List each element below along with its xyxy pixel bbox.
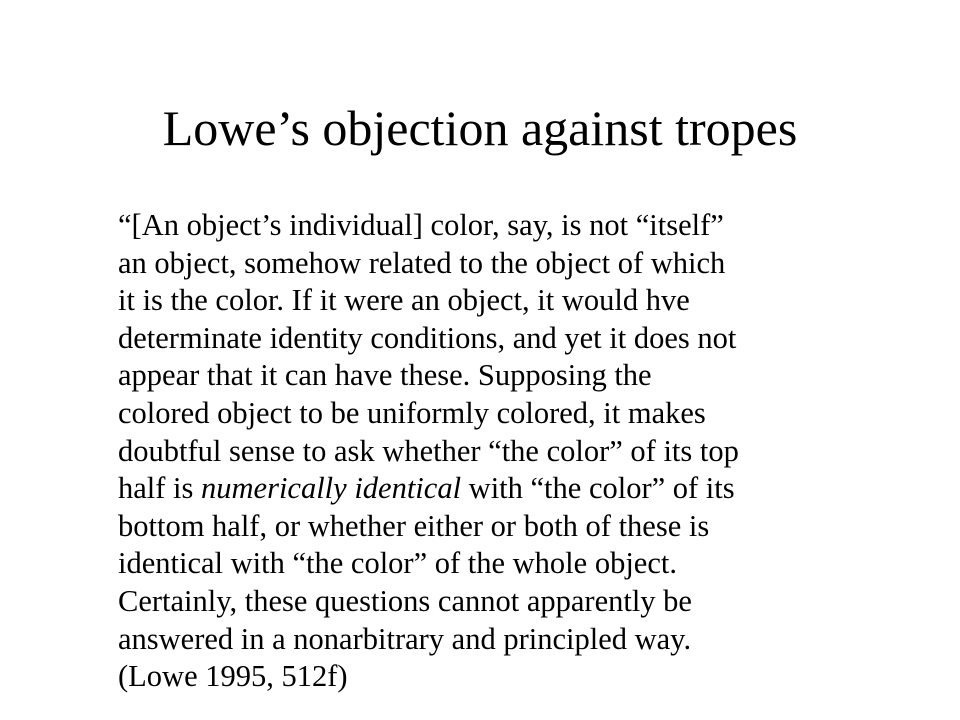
- citation: (Lowe 1995, 512f): [118, 659, 348, 694]
- quote-line: doubtful sense to ask whether “the color” of its top: [118, 433, 739, 468]
- quote-line: an object, somehow related to the object of which: [118, 245, 726, 280]
- quote-line: appear that it can have these. Supposing the: [118, 358, 652, 393]
- slide-title: Lowe’s objection against tropes: [162, 100, 798, 156]
- quote-line-emphasis: [118, 470, 918, 508]
- quote-line: identical with “the color” of the whole object.: [118, 546, 677, 581]
- quote-line: answered in a nonarbitrary and principled way.: [118, 621, 692, 656]
- quote-line: colored object to be uniformly colored, it makes: [118, 395, 706, 430]
- quote-line: “[An object’s individual] color, say, is not “itself”: [118, 208, 724, 242]
- quote-line: Certainly, these questions cannot apparently be: [118, 583, 692, 618]
- quote-line: it is the color. If it were an object, it would hve: [118, 283, 690, 318]
- quote-line: bottom half, or whether either or both of these is: [118, 508, 710, 543]
- quote-line: determinate identity conditions, and yet it does not: [118, 320, 737, 355]
- emphasized-text: numerically identical: [201, 471, 462, 506]
- quote-text: with “the color” of its: [461, 471, 735, 506]
- quote-block: [118, 207, 918, 696]
- quote-text: half is: [118, 471, 202, 506]
